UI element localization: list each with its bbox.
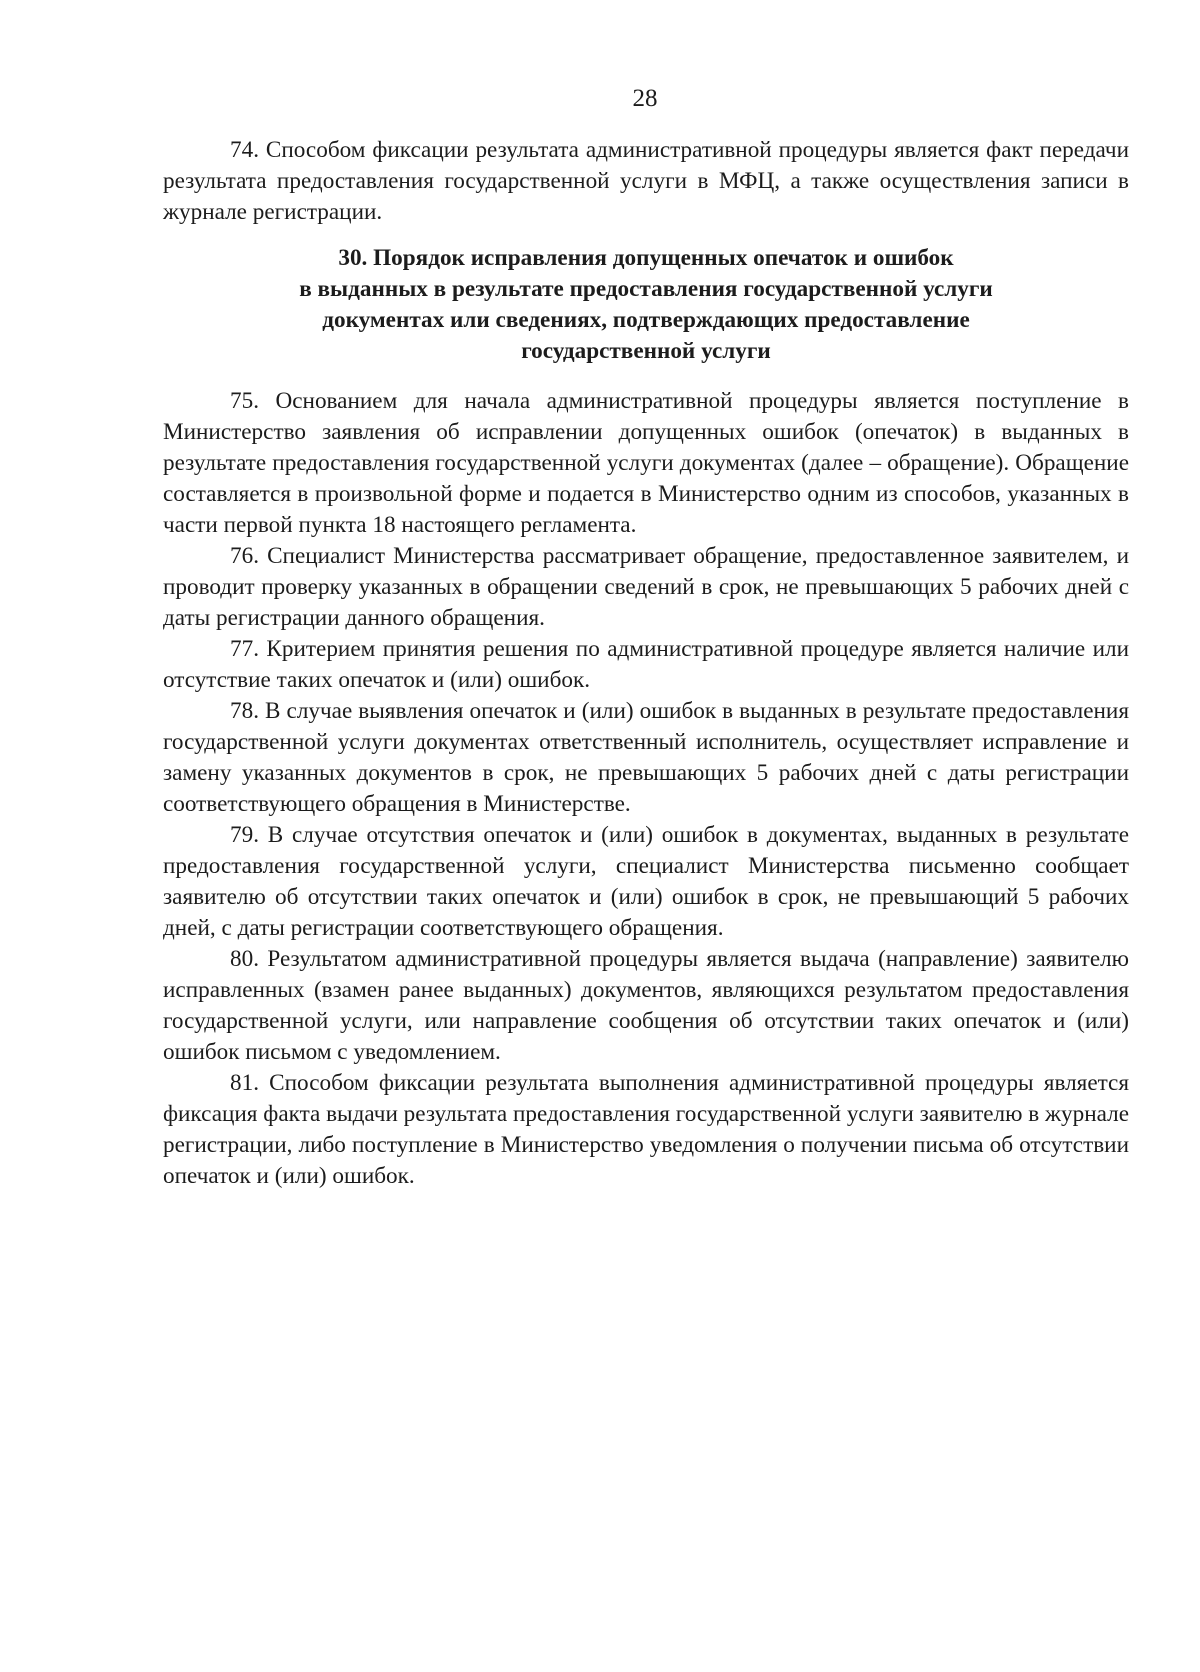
paragraph-77: 77. Критерием принятия решения по административной процедуре является наличие или отсутствие таких опечаток и (или) ошибок.: [163, 636, 1129, 693]
paragraph-80: 80. Результатом административной процедуры является выдача (направление) заявителю исправленных (взамен ранее выданных) документов, являющихся результатом предоставления государственной услуги, или направление сообщения об отсутствии таких опечаток и (или) ошибок письмом с уведомлением.: [163, 946, 1129, 1065]
heading-line: 30. Порядок исправления допущенных опечаток и ошибок: [338, 245, 954, 271]
section-heading-30: [163, 243, 1129, 367]
heading-line: документах или сведениях, подтверждающих предоставление: [322, 307, 970, 333]
paragraph-75: 75. Основанием для начала административной процедуры является поступление в Министерство заявления об исправлении допущенных ошибок (опечаток) в выданных в результате предоставления государственной услуги документах (далее – обращение). Обращение составляется в произвольной форме и подается в Министерство одним из способов, указанных в части первой пункта 18 настоящего регламента.: [163, 388, 1129, 538]
paragraph-74: 74. Способом фиксации результата административной процедуры является факт передачи результата предоставления государственной услуги в МФЦ, а также осуществления записи в журнале регистрации.: [163, 137, 1129, 225]
paragraph-76: 76. Специалист Министерства рассматривает обращение, предоставленное заявителем, и проводит проверку указанных в обращении сведений в срок, не превышающих 5 рабочих дней с даты регистрации данного обращения.: [163, 543, 1129, 631]
document-body: [163, 135, 1129, 1192]
paragraph-79: 79. В случае отсутствия опечаток и (или) ошибок в документах, выданных в результате предоставления государственной услуги, специалист Министерства письменно сообщает заявителю об отсутствии таких опечаток и (или) ошибок в срок, не превышающий 5 рабочих дней, с даты регистрации соответствующего обращения.: [163, 822, 1129, 941]
page-number: 28: [632, 85, 658, 112]
paragraph-81: 81. Способом фиксации результата выполнения административной процедуры является фиксация факта выдачи результата предоставления государственной услуги заявителю в журнале регистрации, либо поступление в Министерство уведомления о получении письма об отсутствии опечаток и (или) ошибок.: [163, 1070, 1129, 1189]
paragraph-78: 78. В случае выявления опечаток и (или) ошибок в выданных в результате предоставления государственной услуги документах ответственный исполнитель, осуществляет исправление и замену указанных документов в срок, не превышающих 5 рабочих дней с даты регистрации соответствующего обращения в Министерстве.: [163, 698, 1129, 817]
heading-line: в выданных в результате предоставления государственной услуги: [299, 276, 993, 302]
heading-line: государственной услуги: [521, 338, 771, 364]
